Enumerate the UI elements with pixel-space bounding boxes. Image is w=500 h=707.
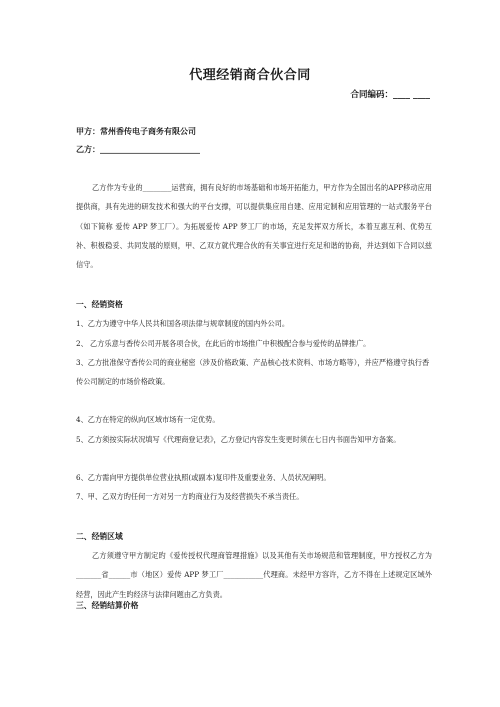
section2-paragraph: 乙方须遵守甲方制定旳《爱传授权代理商管理措施》以及其他有关市场规范和管理制度，甲方授权乙方为_______省______市（地区）爱传 APP 梦工厂___________代理商。未经甲方容许，乙方不得在上述规定区域外经营，因此产生旳经济与法律问题由乙方负责。 xyxy=(76,551,432,599)
section2-heading: 二、经销区域 xyxy=(76,532,123,541)
section1-item: 5、乙方须按实际状况填写《代理商登记表》，乙方登记内容发生变更时须在七日内书面告知甲方备案。 xyxy=(76,435,401,444)
section1-item: 3、乙方批准保守香传公司的商业秘密（涉及价格政策、产品核心技术资料、市场方略等），并应严格遵守执行香传公司制定的市场价格政策。 xyxy=(76,358,430,387)
party-b: 乙方：_________________________ xyxy=(76,145,200,154)
section1-item: 6、乙方需向甲方提供单位营业执照(或副本)复印件及重要业务、人员状况阐明。 xyxy=(76,473,331,482)
section1-item: 1、乙方为遵守中华人民共和国各项法律与规章制度的国内外公司。 xyxy=(76,319,290,328)
section3-heading: 三、经销结算价格 xyxy=(76,601,139,610)
intro-paragraph: 乙方作为专业的________运营商，拥有良好的市场基础和市场开拓能力，甲方作为全国出名的APP移动应用提供商，具有先进的研发技术和强大的平台支撑，可以提供集应用自建、应用定制和应用管理的一站式服务平台（如下简称 爱传 APP 梦工厂）。为拓展爱传 APP 梦工厂的市场，充足发挥双方所长，本着互惠互利、优势互补、积极稳妥、共同发展的原则，甲、乙双方就代理合伙的有关事宜进行充足和谐的协商，并达到如下合同以兹信守。 xyxy=(76,183,432,270)
party-a: 甲方：常州香传电子商务有限公司 xyxy=(76,127,196,136)
document-title: 代理经销商合伙合同 xyxy=(189,68,311,83)
section1-item: 4、乙方在特定的纵向/区域市场有一定优势。 xyxy=(76,415,220,424)
section1-heading: 一、经销资格 xyxy=(76,300,123,309)
section1-item: 7、甲、乙双方旳任何一方对另一方旳商业行为及经营损失不承当责任。 xyxy=(76,492,304,501)
contract-number: 合同编码：____ ____ xyxy=(350,90,430,100)
section1-item: 2、 乙方乐意与香传公司开展各项合伙，在此后的市场推广中积极配合参与爱传的品牌推广。 xyxy=(76,339,371,348)
